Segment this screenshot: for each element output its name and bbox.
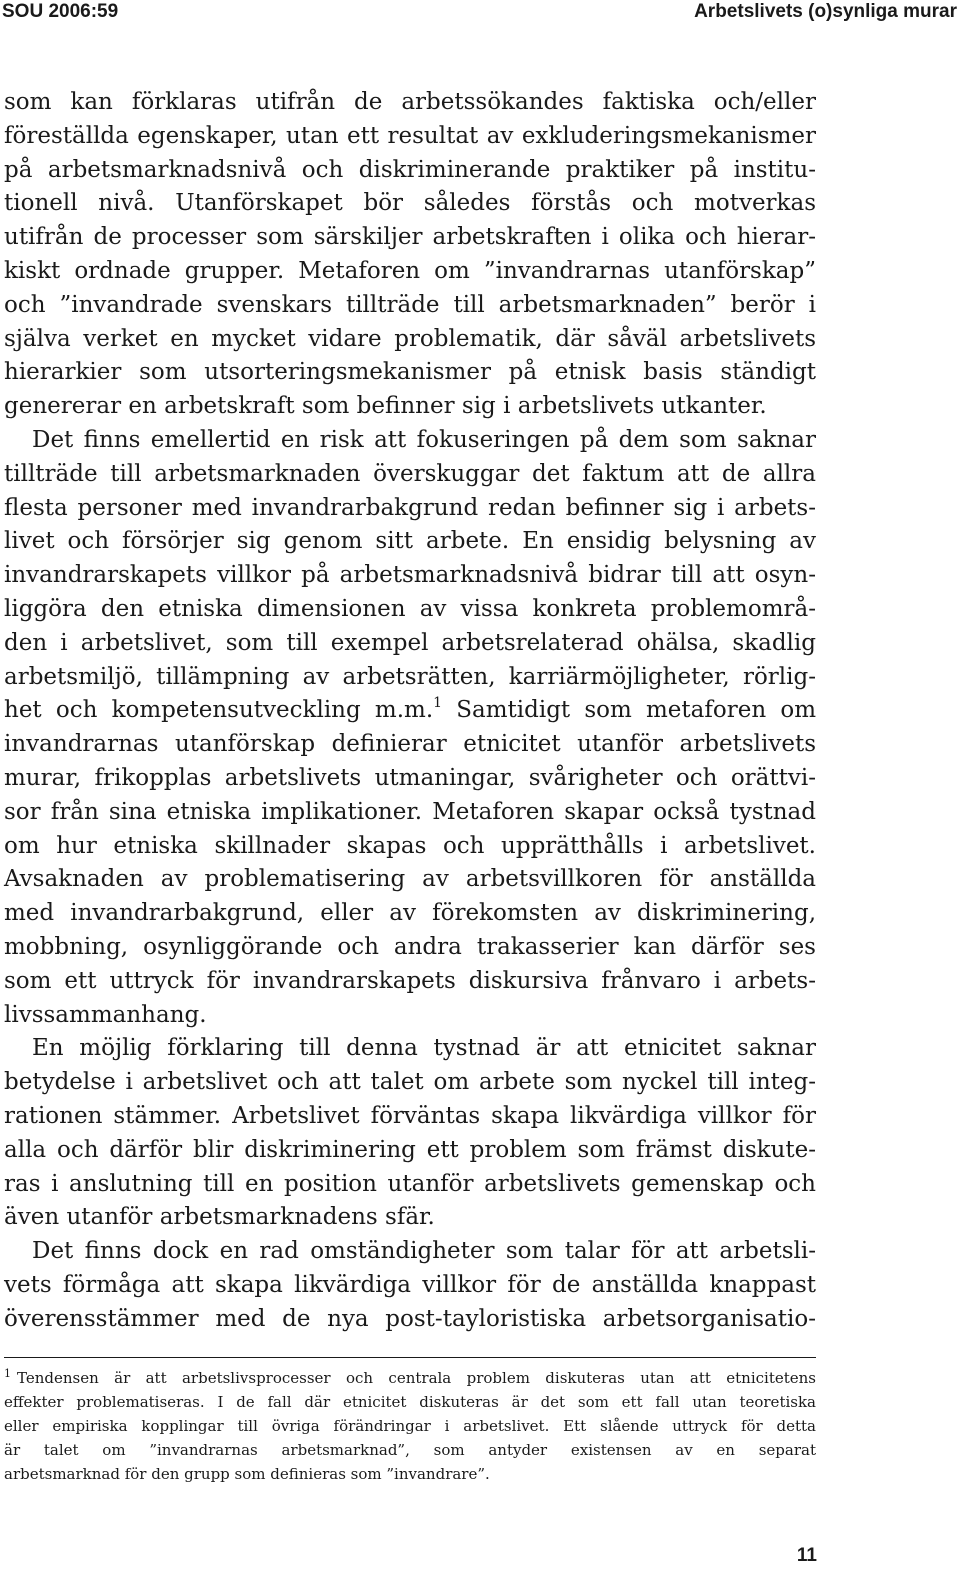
chapter-title: Arbetslivets (o)synliga murar: [694, 1, 957, 22]
text-line: utifrån de processer som särskiljer arbetskraften i olika och hierar-: [4, 224, 816, 251]
text-line-with-footnote-ref: [4, 694, 816, 728]
text-line: överensstämmer med de nya post-tayloristiska arbetsorganisatio-: [4, 1305, 816, 1332]
text-line: Det finns emellertid en risk att fokuseringen på dem som saknar: [32, 426, 816, 453]
text-line: om hur etniska skillnader skapas och upprätthålls i arbetslivet.: [4, 832, 816, 859]
footnote-text: Tendensen är att arbetslivsprocesser och centrala problem diskuteras utan att etnicitetens: [17, 1369, 816, 1387]
footnote-line: [4, 1366, 816, 1390]
text-line: genererar en arbetskraft som befinner sig i arbetslivets utkanter.: [4, 393, 767, 420]
footnote-number: 1: [4, 1367, 11, 1380]
text-line: tionell nivå. Utanförskapet bör således förstås och motverkas: [4, 190, 816, 217]
text-fragment: het och kompetensutveckling m.m.: [4, 697, 434, 724]
footnote-line: effekter problematiseras. I de fall där etnicitet diskuteras är det som ett fall utan teoretiska: [4, 1393, 816, 1411]
text-line: liggöra den etniska dimensionen av vissa konkreta problemområ-: [4, 595, 816, 622]
text-line: livssammanhang.: [4, 1001, 207, 1028]
text-line: invandrarnas utanförskap definierar etnicitet utanför arbetslivets: [4, 731, 816, 758]
text-line: som ett uttryck för invandrarskapets diskursiva frånvaro i arbets-: [4, 967, 816, 994]
text-line: sor från sina etniska implikationer. Metaforen skapar också tystnad: [4, 798, 816, 825]
text-line: med invandrarbakgrund, eller av förekomsten av diskriminering,: [4, 900, 816, 927]
text-line: flesta personer med invandrarbakgrund redan befinner sig i arbets-: [4, 494, 816, 521]
text-line: vets förmåga att skapa likvärdiga villkor för de anställda knappast: [4, 1271, 816, 1298]
running-header: [0, 0, 960, 24]
text-line: ras i anslutning till en position utanför arbetslivets gemenskap och: [4, 1170, 816, 1197]
page-number: 11: [796, 1545, 817, 1566]
text-line: den i arbetslivet, som till exempel arbetsrelaterad ohälsa, skadlig: [4, 629, 816, 656]
text-line: alla och därför blir diskriminering ett problem som främst diskute-: [4, 1136, 816, 1163]
text-line: Avsaknaden av problematisering av arbetsvillkoren för anställda: [4, 866, 816, 893]
text-line: mobbning, osynliggörande och andra trakasserier kan därför ses: [4, 933, 816, 960]
footnote-line: är talet om ”invandrarnas arbetsmarknad”, som antyder existensen av en separat: [4, 1441, 816, 1459]
footnote-line: arbetsmarknad för den grupp som definieras som ”invandrare”.: [4, 1465, 490, 1483]
text-line: invandrarskapets villkor på arbetsmarknadsnivå bidrar till att osyn-: [4, 562, 816, 589]
footnote-line: eller empiriska kopplingar till övriga förändringar i arbetslivet. Ett slående uttryck för detta: [4, 1417, 816, 1435]
text-line: En möjlig förklaring till denna tystnad är att etnicitet saknar: [32, 1035, 816, 1062]
body-text: [4, 86, 816, 1336]
footnote-divider: [4, 1357, 816, 1358]
text-line: och ”invandrade svenskars tillträde till arbetsmarknaden” berör i: [4, 291, 816, 318]
text-line: föreställda egenskaper, utan ett resultat av exkluderingsmekanismer: [4, 122, 816, 149]
text-line: som kan förklaras utifrån de arbetssökandes faktiska och/eller: [4, 89, 816, 115]
text-line: Det finns dock en rad omständigheter som talar för att arbetsli-: [32, 1238, 816, 1265]
text-line: murar, frikopplas arbetslivets utmaningar, svårigheter och orättvi-: [4, 764, 816, 791]
text-line: kiskt ordnade grupper. Metaforen om ”invandrarnas utanförskap”: [4, 257, 816, 284]
text-line: tillträde till arbetsmarknaden överskuggar det faktum att de allra: [4, 460, 816, 487]
footnote: [4, 1366, 816, 1486]
text-line: betydelse i arbetslivet och att talet om arbete som nyckel till integ-: [4, 1069, 816, 1096]
text-fragment: Samtidigt som metaforen om: [442, 697, 816, 724]
text-line: arbetsmiljö, tillämpning av arbetsrätten, karriärmöjligheter, rörlig-: [4, 663, 816, 690]
text-line: livet och försörjer sig genom sitt arbete. En ensidig belysning av: [4, 528, 816, 555]
text-line: själva verket en mycket vidare problematik, där såväl arbetslivets: [4, 325, 816, 352]
text-line: rationen stämmer. Arbetslivet förväntas skapa likvärdiga villkor för: [4, 1102, 816, 1129]
report-number: SOU 2006:59: [2, 1, 119, 22]
text-line: på arbetsmarknadsnivå och diskriminerande praktiker på institu-: [4, 156, 816, 183]
text-line: även utanför arbetsmarknadens sfär.: [4, 1204, 435, 1231]
footnote-reference: 1: [433, 694, 443, 711]
text-line: hierarkier som utsorteringsmekanismer på etnisk basis ständigt: [4, 359, 816, 386]
